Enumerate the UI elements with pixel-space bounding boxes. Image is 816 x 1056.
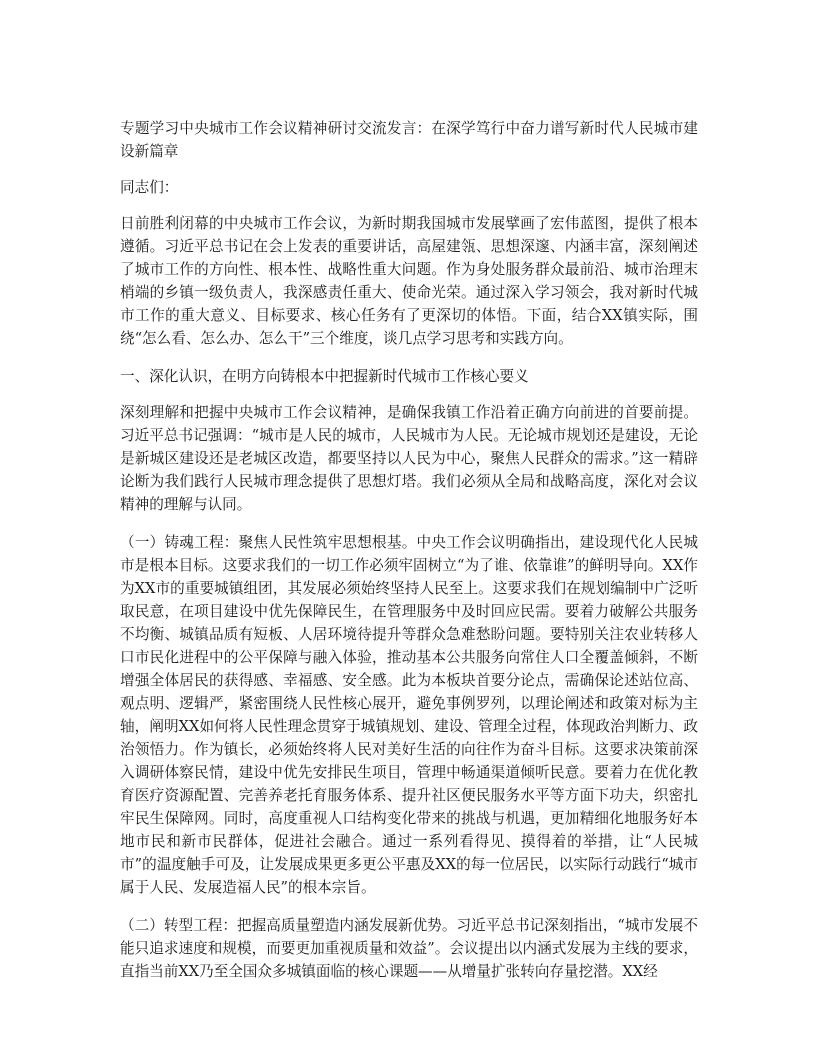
document-title: 专题学习中央城市工作会议精神研讨交流发言：在深学笃行中奋力谱写新时代人民城市建设新篇章 [120,120,698,160]
salutation: 同志们： [120,179,179,196]
paragraph-section-1: 深刻理解和把握中央城市工作会议精神，是确保我镇工作沿着正确方向前进的首要前提。习近平总书记强调：“城市是人民的城市，人民城市为人民。无论城市规划还是建设，无论是新城区建设还是老城区改造，都要坚持以人民为中心，聚焦人民群众的需求。”这一精辟论断为我们践行人民城市理念提供了思想灯塔。我们必须从全局和战略高度，深化对会议精神的理解与认同。 [120,404,698,513]
document-body [120,117,698,998]
paragraph-intro: 日前胜利闭幕的中央城市工作会议，为新时期我国城市发展擘画了宏伟蓝图，提供了根本遵循。习近平总书记在会上发表的重要讲话，高屋建瓴、思想深邃、内涵丰富，深刻阐述了城市工作的方向性、根本性、战略性重大问题。作为身处服务群众最前沿、城市治理末梢端的乡镇一级负责人，我深感责任重大、使命光荣。通过深入学习领会，我对新时代城市工作的重大意义、目标要求、核心任务有了更深切的体悟。下面，结合XX镇实际，围绕“怎么看、怎么办、怎么干”三个维度，谈几点学习思考和实践方向。 [120,215,698,347]
paragraph-subsection-1: （一）铸魂工程：聚焦人民性筑牢思想根基。中央工作会议明确指出，建设现代化人民城市是根本目标。这要求我们的一切工作必须牢固树立“为了谁、依靠谁”的鲜明导向。XX作为XX市的重要城镇组团，其发展必须始终坚持人民至上。这要求我们在规划编制中广泛听取民意，在项目建设中优先保障民生，在管理服务中及时回应民需。要着力破解公共服务不均衡、城镇品质有短板、人居环境待提升等群众急难愁盼问题。要特别关注农业转移人口市民化进程中的公平保障与融入体验，推动基本公共服务向常住人口全覆盖倾斜，不断增强全体居民的获得感、幸福感、安全感。此为本板块首要分论点，需确保论述站位高、观点明、逻辑严，紧密围绕人民性核心展开，避免事例罗列，以理论阐述和政策对标为主轴，阐明XX如何将人民性理念贯穿于城镇规划、建设、管理全过程，体现政治判断力、政治领悟力。作为镇长，必须始终将人民对美好生活的向往作为奋斗目标。这要求决策前深入调研体察民情，建设中优先安排民生项目，管理中畅通渠道倾听民意。要着力在优化教育医疗资源配置、完善养老托育服务体系、提升社区便民服务水平等方面下功夫，织密扎牢民生保障网。同时，高度重视人口结构变化带来的挑战与机遇，更加精细化地服务好本地市民和新市民群体，促进社会融合。通过一系列看得见、摸得着的举措，让“人民城市”的温度触手可及，让发展成果更多更公平惠及XX的每一位居民，以实际行动践行“城市属于人民、发展造福人民”的根本宗旨。 [120,534,698,896]
paragraph-subsection-2: （二）转型工程：把握高质量塑造内涵发展新优势。习近平总书记深刻指出，“城市发展不能只追求速度和规模，而要更加重视质量和效益”。会议提出以内涵式发展为主线的要求，直指当前XX乃至全国众多城镇面临的核心课题——从增量扩张转向存量挖潜。XX经 [120,917,698,980]
section-heading-1: 一、深化认识，在明方向铸根本中把握新时代城市工作核心要义 [120,368,529,385]
